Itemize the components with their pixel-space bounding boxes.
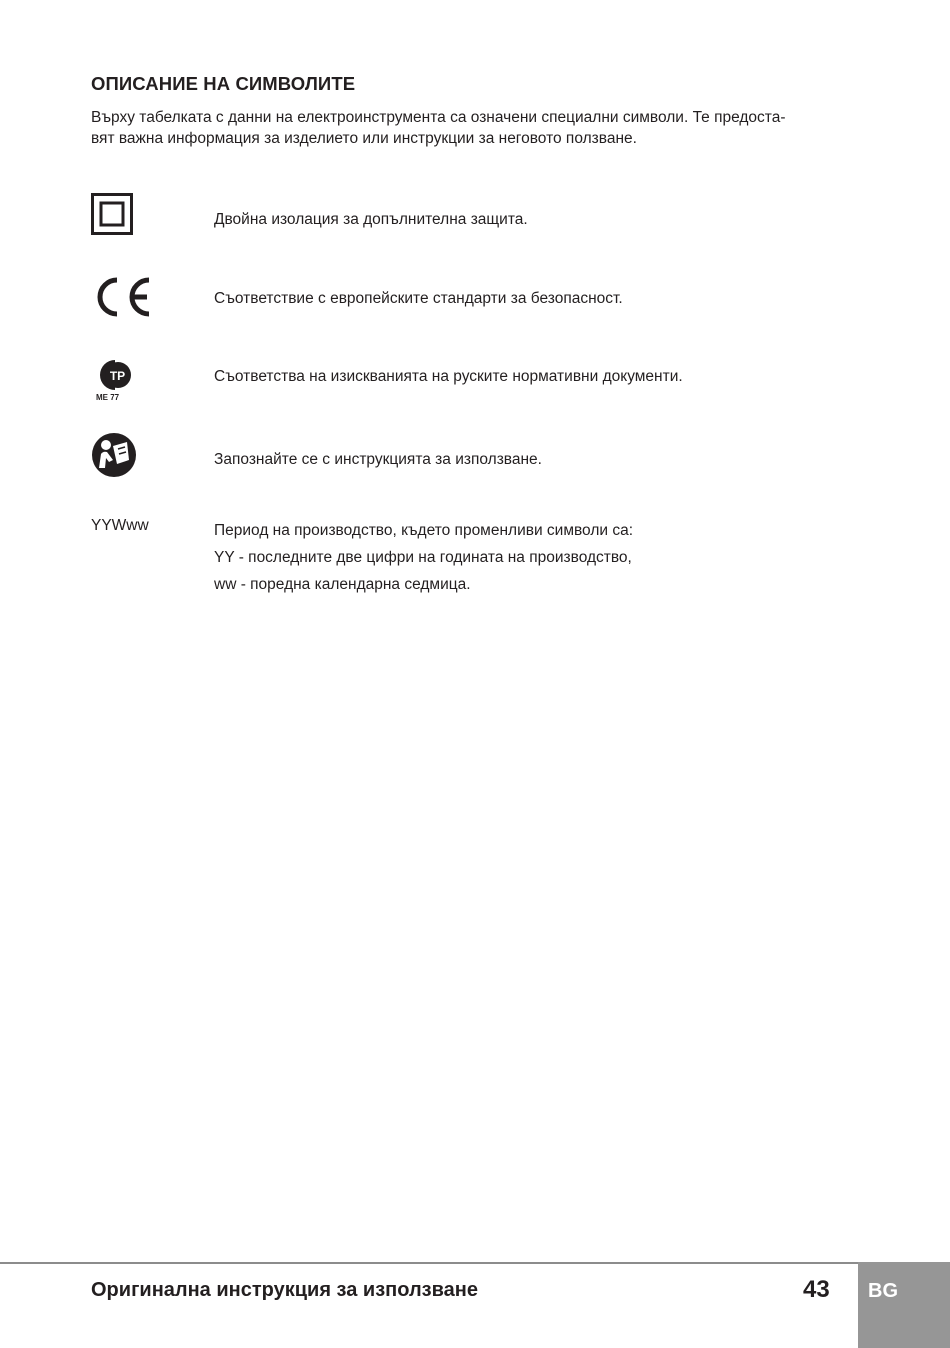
- double-insulation-icon: [91, 193, 133, 240]
- page-number: 43: [803, 1276, 830, 1303]
- production-code-line: ww - поредна календарна седмица.: [214, 576, 471, 593]
- symbol-description: Запознайте се с инструкцията за използване.: [214, 451, 542, 468]
- gost-r-mark-icon: [91, 356, 135, 407]
- svg-text:ТР: ТР: [109, 369, 126, 383]
- ce-mark-icon: [91, 275, 153, 324]
- production-code-line: Период на производство, където променливи символи са:: [214, 522, 634, 539]
- production-code-label: YYWww: [91, 517, 149, 534]
- gost-mark-label: МЕ 77: [96, 393, 120, 402]
- footer-rule: [0, 1262, 858, 1264]
- section-heading: ОПИСАНИЕ НА СИМВОЛИТЕ: [91, 73, 356, 94]
- read-manual-icon: [91, 432, 137, 483]
- symbol-description: Съответства на изискванията на руските нормативни документи.: [214, 368, 683, 385]
- language-tab: [858, 1262, 950, 1348]
- footer-title: Оригинална инструкция за използване: [91, 1279, 478, 1301]
- intro-paragraph: [91, 107, 866, 149]
- intro-line: Върху табелката с данни на електроинструмента са означени специални символи. Те предоста-: [91, 109, 786, 126]
- intro-line: вят важна информация за изделието или инструкции за неговото ползване.: [91, 130, 637, 147]
- language-code: BG: [868, 1280, 898, 1302]
- symbol-description: Двойна изолация за допълнителна защита.: [214, 211, 528, 228]
- symbol-description: Съответствие с европейските стандарти за безопасност.: [214, 290, 623, 307]
- production-code-line: YY - последните две цифри на годината на производство,: [214, 549, 632, 566]
- production-code-description: [214, 517, 633, 598]
